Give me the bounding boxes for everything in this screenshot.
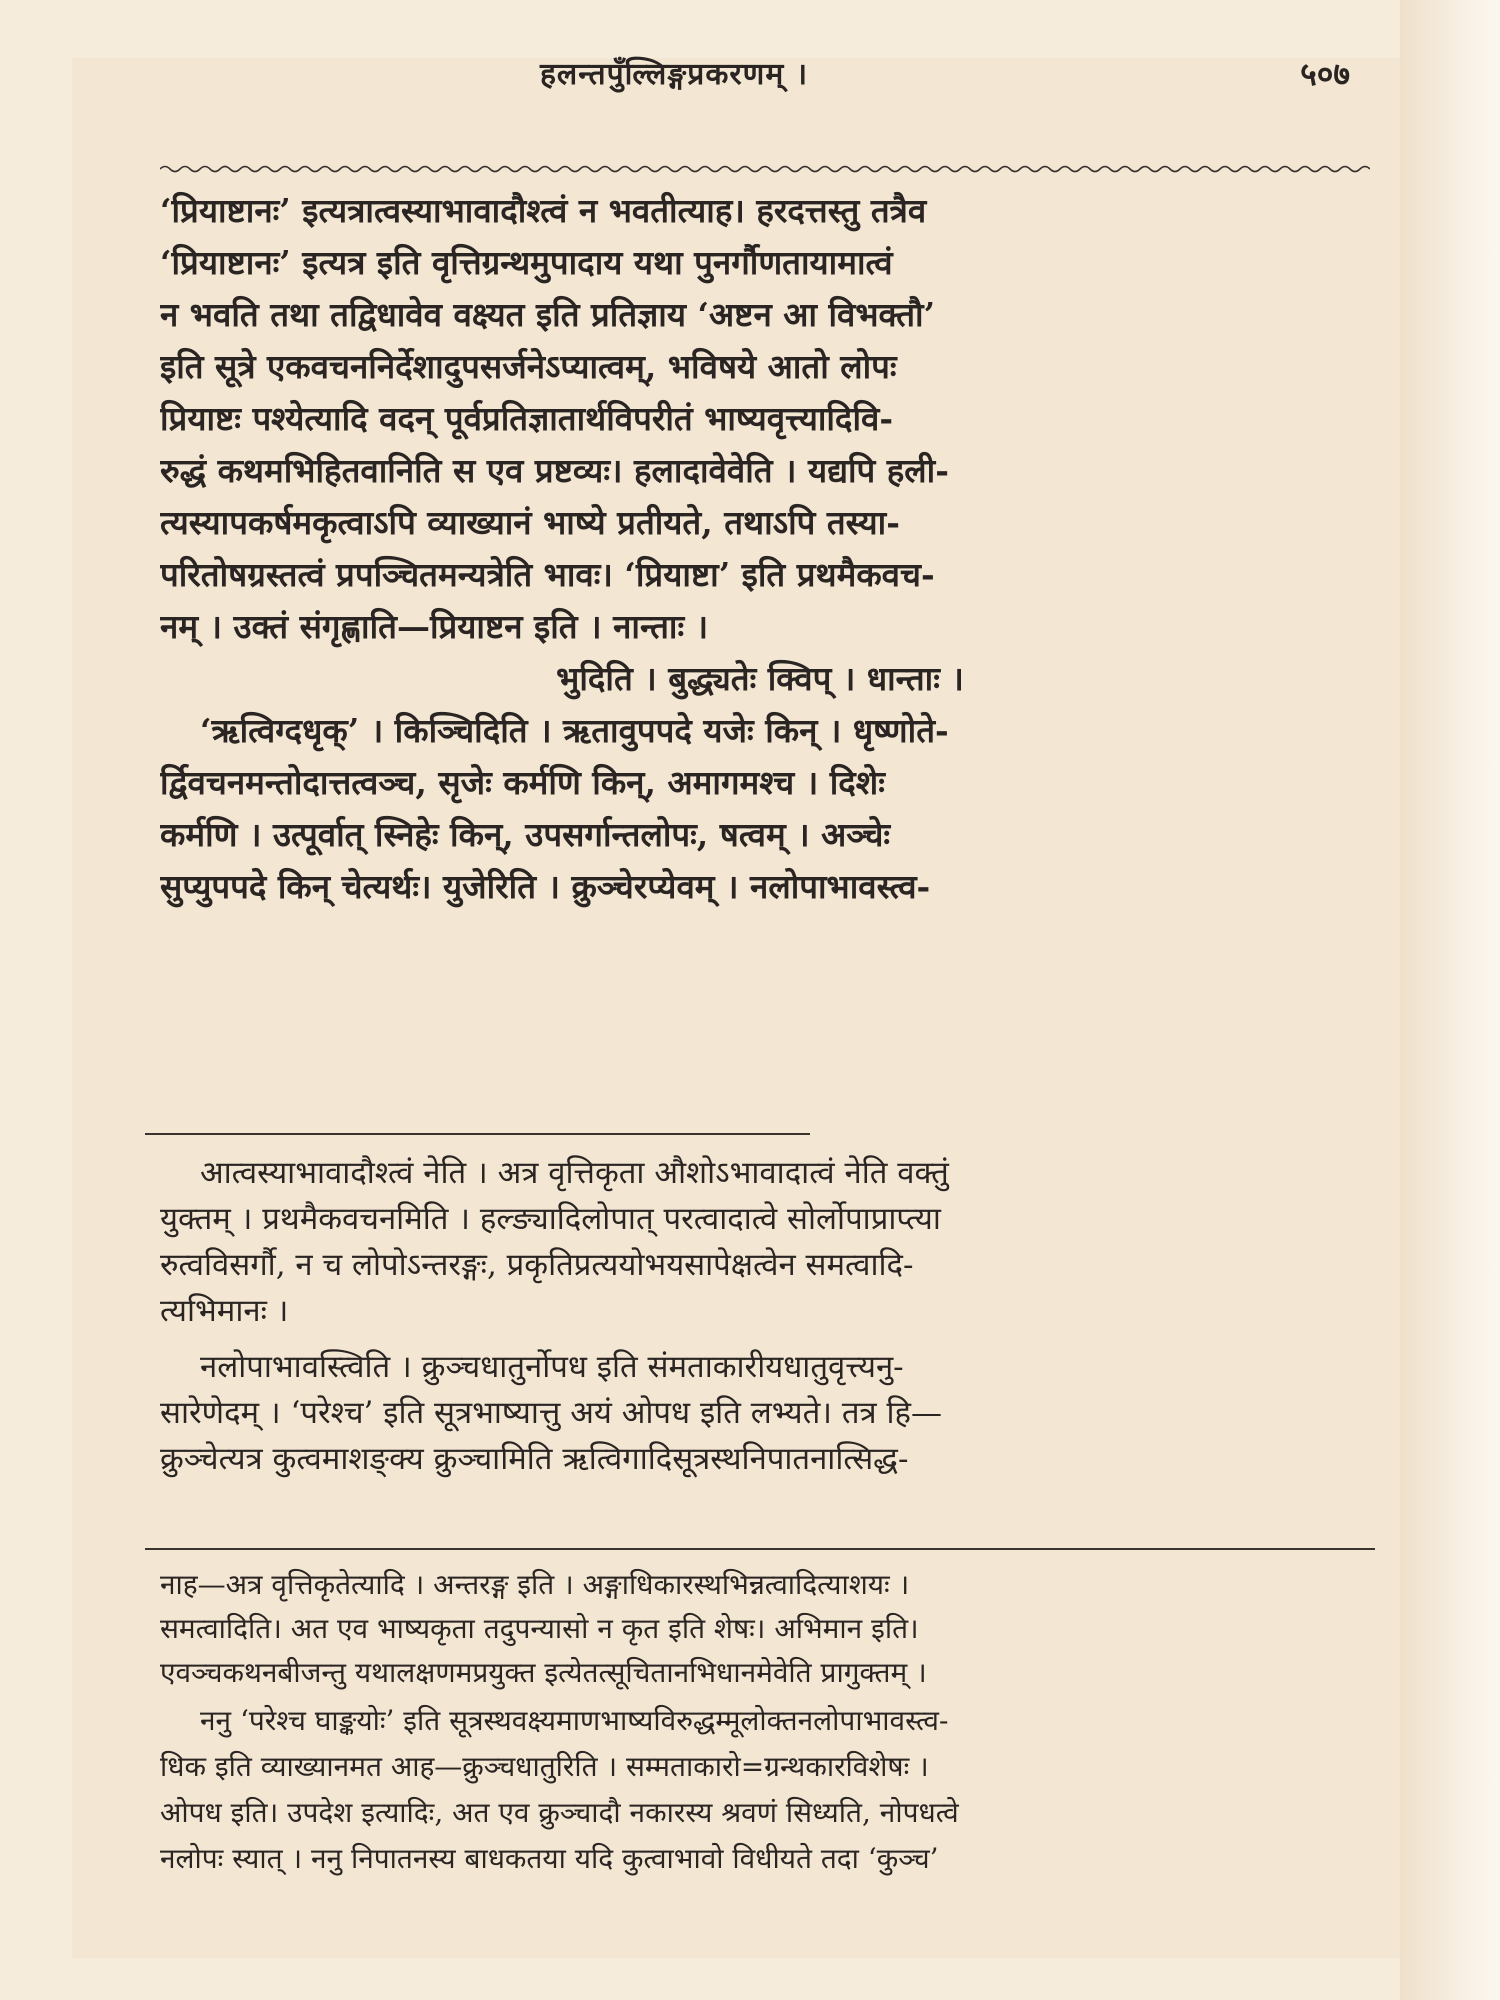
main-line: प्रियाष्टः पश्येत्यादि वदन् पूर्वप्रतिज्ञातार्थविपरीतं भाष्यवृत्त्यादिवि- bbox=[160, 399, 894, 438]
commentary-line: धिक इति व्याख्यानमत आह—क्रुञ्चधातुरिति । सम्मताकारो=ग्रन्थकारविशेषः । bbox=[160, 1750, 929, 1783]
page-header bbox=[70, 52, 1350, 92]
main-line: सुप्युपपदे किन् चेत्यर्थः। युजेरिति । क्रुञ्चेरप्येवम् । नलोपाभावस्त्व- bbox=[160, 867, 931, 906]
main-line: न भवति तथा तद्विधावेव वक्ष्यत इति प्रतिज्ञाय ‘अष्टन आ विभक्तौ’ bbox=[160, 295, 936, 334]
main-line: ‘ऋत्विग्दधृक्’ । किञ्चिदिति । ऋतावुपपदे यजेः किन् । धृष्णोते- bbox=[200, 711, 949, 750]
commentary-line: समत्वादिति। अत एव भाष्यकृता तदुपन्यासो न कृत इति शेषः। अभिमान इति। bbox=[160, 1612, 919, 1645]
main-line: ‘प्रियाष्टानः’ इत्यत्रात्वस्याभावादौश्त्वं न भवतीत्याह। हरदत्तस्तु तत्रैव bbox=[160, 191, 927, 230]
commentary-line: रुत्वविसर्गौ, न च लोपोऽन्तरङ्गः, प्रकृतिप्रत्ययोभयसापेक्षत्वेन समत्वादि- bbox=[160, 1247, 914, 1283]
main-line: र्द्विवचनमन्तोदात्तत्वञ्च, सृजेः कर्मणि किन्, अमागमश्च । दिशेः bbox=[160, 763, 885, 802]
main-line: इति सूत्रे एकवचननिर्देशादुपसर्जनेऽप्यात्वम्, भविषये आतो लोपः bbox=[160, 347, 897, 386]
commentary-line: नलोपः स्यात् । ननु निपातनस्य बाधकतया यदि कुत्वाभावो विधीयते तदा ‘कुञ्च’ bbox=[160, 1842, 939, 1875]
commentary-line: नलोपाभावस्त्विति । क्रुञ्चधातुर्नोपध इति संमताकारीयधातुवृत्त्यनु- bbox=[200, 1349, 904, 1385]
main-line: रुद्धं कथमभिहितवानिति स एव प्रष्टव्यः। हलादावेवेति । यद्यपि हली- bbox=[160, 451, 949, 490]
page-number: ५०७ bbox=[1300, 55, 1350, 93]
commentary-line: सारेणेदम् । ‘परेश्च’ इति सूत्रभाष्यात्तु अयं ओपध इति लभ्यते। तत्र हि— bbox=[160, 1395, 943, 1431]
page-edge bbox=[1400, 0, 1500, 2000]
commentary-line: युक्तम् । प्रथमैकवचनमिति । हल्ङ्यादिलोपात् परत्वादात्वे सोर्लोपाप्राप्त्या bbox=[160, 1201, 941, 1237]
main-line: कर्मणि । उत्पूर्वात् स्निहेः किन्, उपसर्गान्तलोपः, षत्वम् । अञ्चेः bbox=[160, 815, 891, 854]
commentary-line: त्यभिमानः । bbox=[160, 1293, 289, 1329]
wavy-header-rule bbox=[160, 163, 1370, 175]
commentary-line: ननु ‘परेश्च घाङ्कयोः’ इति सूत्रस्थवक्ष्यमाणभाष्यविरुद्धम्मूलोक्तनलोपाभावस्त्व- bbox=[200, 1704, 949, 1737]
commentary-line: ओपध इति। उपदेश इत्यादिः, अत एव क्रुञ्चादौ नकारस्य श्रवणं सिध्यति, नोपधत्वे bbox=[160, 1796, 959, 1829]
commentary-line: क्रुञ्चेत्यत्र कुत्वमाशङ्क्य क्रुञ्चामिति ऋत्विगादिसूत्रस्थनिपातनात्सिद्ध- bbox=[160, 1441, 909, 1477]
main-line: ‘प्रियाष्टानः’ इत्यत्र इति वृत्तिग्रन्थमुपादाय यथा पुनर्गौणतायामात्वं bbox=[160, 243, 893, 282]
commentary-line: आत्वस्याभावादौश्त्वं नेति । अत्र वृत्तिकृता औशोऽभावादात्वं नेति वक्तुं bbox=[200, 1155, 949, 1191]
main-line: नम् । उक्तं संगृह्णाति—प्रियाष्टन इति । नान्ताः । bbox=[160, 607, 709, 646]
main-line: परितोषग्रस्तत्वं प्रपञ्चितमन्यत्रेति भावः। ‘प्रियाष्टा’ इति प्रथमैकवच- bbox=[160, 555, 935, 594]
main-line: त्यस्यापकर्षमकृत्वाऽपि व्याख्यानं भाष्ये प्रतीयते, तथाऽपि तस्या- bbox=[160, 503, 900, 542]
commentary-line: एवञ्चकथनबीजन्तु यथालक्षणमप्रयुक्त इत्येतत्सूचितानभिधानमेवेति प्रागुक्तम् । bbox=[160, 1656, 927, 1689]
commentary-line: नाह—अत्र वृत्तिकृतेत्यादि । अन्तरङ्ग इति । अङ्गाधिकारस्थभिन्नत्वादित्याशयः । bbox=[160, 1568, 910, 1601]
main-line: भुदिति । बुद्ध्यतेः क्विप् । धान्ताः । bbox=[556, 659, 964, 698]
section-divider bbox=[145, 1133, 810, 1135]
running-title: हलन्तपुँल्लिङ्गप्रकरणम् । bbox=[540, 57, 809, 92]
section-divider bbox=[145, 1548, 1375, 1550]
